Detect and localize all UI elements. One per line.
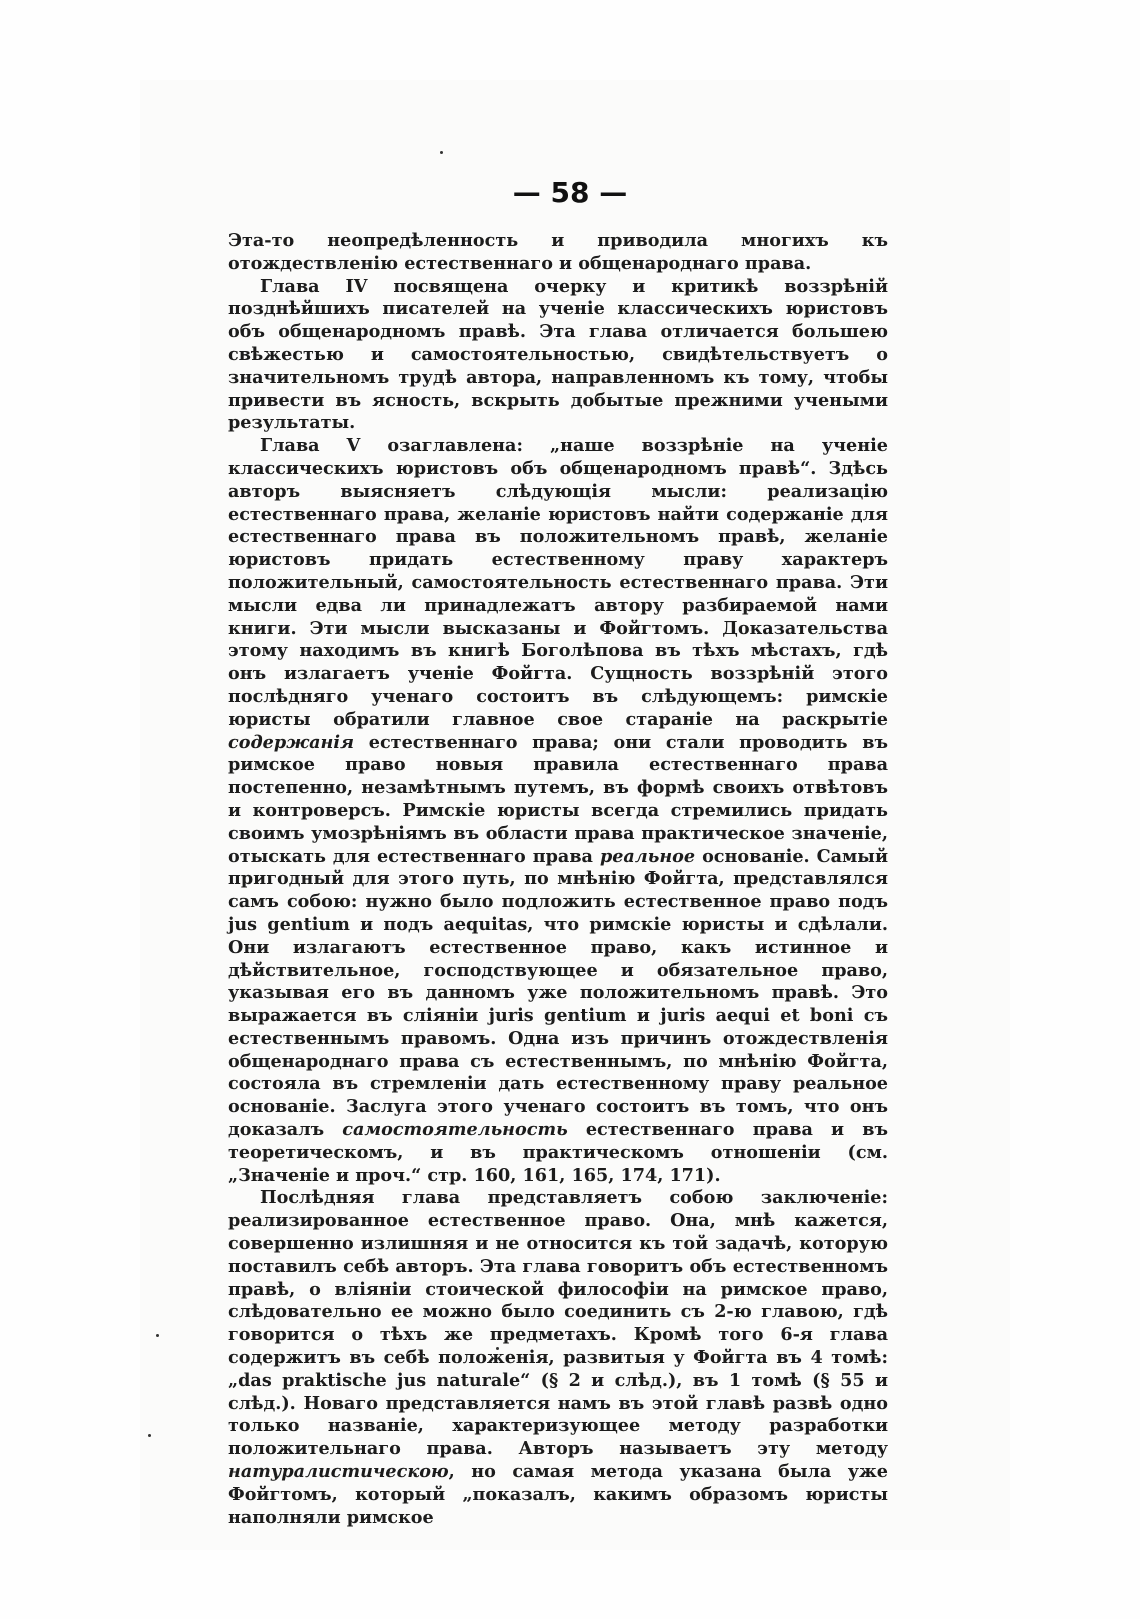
paragraph: Послѣдняя глава представляетъ собою заключеніе: реализированное естественное право. Она, мнѣ кажется, совершенно излишняя и не относится къ той задачѣ, которую поставилъ себѣ авторъ. Эта глава говоритъ объ естественномъ правѣ, о вліяніи стоической философіи на римское право, слѣдовательно ее можно было соединить съ 2-ю главою, гдѣ говорится о тѣхъ же предметахъ. Кромѣ того 6-я глава содержитъ въ себѣ положенія, развитыя у Фойгта въ 4 томѣ: „das praktische jus naturale“ (§ 2 и слѣд.), въ 1 томѣ (§ 55 и слѣд.). Новаго представляется намъ въ этой главѣ развѣ одно только названіе, характеризующее методу разработки положительнаго права. Авторъ называетъ эту методу натуралистическою, но самая метода указана была уже Фойгтомъ, который „показалъ, какимъ образомъ юристы наполняли римское	[228, 1187, 888, 1528]
speck	[156, 1334, 159, 1337]
page-number: — 58 —	[512, 176, 628, 209]
speck	[440, 151, 443, 154]
paragraph: Глава V озаглавлена: „наше воззрѣніе на ученіе классическихъ юристовъ объ общенародномъ правѣ“. Здѣсь авторъ выясняетъ слѣдующія мысли: реализацію естественнаго права, желаніе юристовъ найти содержаніе для естественнаго права въ положительномъ правѣ, желаніе юристовъ придать естественному праву характеръ положительный, самостоятельность естественнаго права. Эти мысли едва ли принадлежатъ автору разбираемой нами книги. Эти мысли высказаны и Фойгтомъ. Доказательства этому находимъ въ книгѣ Боголѣпова въ тѣхъ мѣстахъ, гдѣ онъ излагаетъ ученіе Фойгта. Сущность воззрѣній этого послѣдняго ученаго состоитъ въ слѣдующемъ: римскіе юристы обратили главное свое стараніе на раскрытіе содержанія естественнаго права; они стали проводить въ римское право новыя правила естественнаго права постепенно, незамѣтнымъ путемъ, въ формѣ своихъ отвѣтовъ и контроверсъ. Римскіе юристы всегда стремились придать своимъ умозрѣніямъ въ области права практическое значеніе, отыскать для естественнаго права реальное основаніе. Самый пригодный для этого путь, по мнѣнію Фойгта, представлялся самъ собою: нужно было подложить естественное право подъ jus gentium и подъ aequitas, что римскіе юристы и сдѣлали. Они излагаютъ естественное право, какъ истинное и дѣйствительное, господствующее и обязательное право, указывая его въ данномъ уже положительномъ правѣ. Это выражается въ сліяніи juris gentium и juris aequi et boni съ естественнымъ правомъ. Одна изъ причинъ отождествленія общенароднаго права съ естественнымъ, по мнѣнію Фойгта, состояла въ стремленіи дать естественному праву реальное основаніе. Заслуга этого ученаго состоитъ въ томъ, что онъ доказалъ самостоятельность естественнаго права и въ теоретическомъ, и въ практическомъ отношеніи (см. „Значеніе и проч.“ стр. 160, 161, 165, 174, 171).	[228, 435, 888, 1186]
body-text	[228, 230, 888, 1529]
speck	[148, 1434, 151, 1437]
paragraph: Глава IV посвящена очерку и критикѣ воззрѣній позднѣйшихъ писателей на ученіе классическихъ юристовъ объ общенародномъ правѣ. Эта глава отличается большею свѣжестью и самостоятельностью, свидѣтельствуетъ о значительномъ трудѣ автора, направленномъ къ тому, чтобы привести въ ясность, вскрыть добытые прежними учеными результаты.	[228, 275, 888, 434]
paragraph: Эта-то неопредѣленность и приводила многихъ къ отождествленію естественнаго и общенароднаго права.	[228, 230, 888, 274]
